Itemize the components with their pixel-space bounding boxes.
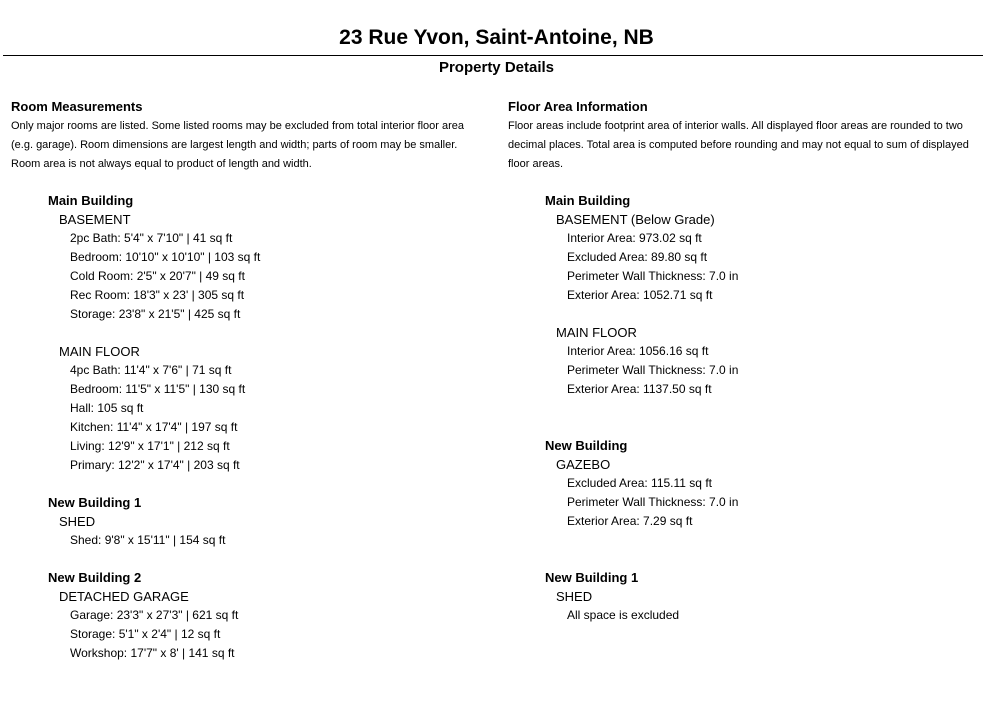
room-item: Bedroom: 10'10" x 10'10" | 103 sq ft	[70, 250, 261, 264]
area-item: Perimeter Wall Thickness: 7.0 in	[567, 269, 739, 283]
building-name: New Building 1	[48, 495, 142, 510]
room-measurements-note: Only major rooms are listed. Some listed rooms may be excluded from total interior floor area (e.g. garage). Room dimensions are largest length and width; parts of room may be smaller. Room area is not always equal to product of length and width.	[11, 120, 465, 170]
room-item: Storage: 23'8" x 21'5" | 425 sq ft	[70, 307, 241, 321]
floor-name: GAZEBO	[556, 457, 611, 472]
floor-name: MAIN FLOOR	[556, 325, 637, 340]
room-item: 2pc Bath: 5'4" x 7'10" | 41 sq ft	[70, 231, 233, 245]
area-list	[567, 606, 986, 625]
rm-new-building-2	[48, 568, 486, 663]
area-list	[567, 342, 986, 399]
room-item: Rec Room: 18'3" x 23' | 305 sq ft	[70, 288, 245, 302]
area-list	[567, 229, 986, 305]
area-item: Interior Area: 1056.16 sq ft	[567, 344, 709, 358]
fa-new-building-1	[545, 568, 986, 625]
room-item: Living: 12'9" x 17'1" | 212 sq ft	[70, 439, 230, 453]
building-name: New Building	[545, 438, 628, 453]
floor-name: SHED	[556, 589, 593, 604]
building-name: Main Building	[545, 193, 631, 208]
area-item: Exterior Area: 1052.71 sq ft	[567, 288, 713, 302]
floor-name: MAIN FLOOR	[59, 344, 140, 359]
building-name: New Building 2	[48, 570, 142, 585]
room-measurements-heading: Room Measurements	[11, 99, 143, 114]
room-item: Workshop: 17'7" x 8' | 141 sq ft	[70, 646, 235, 660]
fa-new-building	[545, 436, 986, 531]
area-item: Interior Area: 973.02 sq ft	[567, 231, 702, 245]
rm-main-building	[48, 191, 486, 475]
floor-name: BASEMENT	[59, 212, 131, 227]
room-item: 4pc Bath: 11'4" x 7'6" | 71 sq ft	[70, 363, 232, 377]
building-name: Main Building	[48, 193, 134, 208]
rm-new-building-1	[48, 493, 486, 550]
room-item: Hall: 105 sq ft	[70, 401, 144, 415]
title-divider	[3, 55, 983, 56]
area-item: Excluded Area: 89.80 sq ft	[567, 250, 708, 264]
area-item: Excluded Area: 115.11 sq ft	[567, 476, 712, 490]
floor-name: BASEMENT (Below Grade)	[556, 212, 715, 227]
room-measurements-section	[11, 96, 486, 663]
room-item: Primary: 12'2" x 17'4" | 203 sq ft	[70, 458, 240, 472]
building-name: New Building 1	[545, 570, 639, 585]
room-list	[70, 229, 486, 324]
room-item: Shed: 9'8" x 15'11" | 154 sq ft	[70, 533, 226, 547]
area-item: Perimeter Wall Thickness: 7.0 in	[567, 495, 739, 509]
room-item: Cold Room: 2'5" x 20'7" | 49 sq ft	[70, 269, 245, 283]
area-item: All space is excluded	[567, 608, 680, 622]
room-item: Garage: 23'3" x 27'3" | 621 sq ft	[70, 608, 239, 622]
area-list	[567, 474, 986, 531]
area-item: Exterior Area: 1137.50 sq ft	[567, 382, 712, 396]
room-item: Storage: 5'1" x 2'4" | 12 sq ft	[70, 627, 221, 641]
room-list	[70, 361, 486, 475]
floor-name: SHED	[59, 514, 96, 529]
area-item: Exterior Area: 7.29 sq ft	[567, 514, 693, 528]
fa-main-building	[545, 191, 986, 399]
floor-area-section	[508, 96, 986, 625]
floor-area-heading: Floor Area Information	[508, 99, 648, 114]
page-subtitle: Property Details	[438, 59, 555, 76]
floor-area-note: Floor areas include footprint area of interior walls. All displayed floor areas are rounded to two decimal places. Total area is computed before rounding and may not equal to sum of displayed floor areas.	[508, 120, 969, 170]
room-item: Kitchen: 11'4" x 17'4" | 197 sq ft	[70, 420, 238, 434]
room-list	[70, 531, 486, 550]
room-list	[70, 606, 486, 663]
floor-name: DETACHED GARAGE	[59, 589, 189, 604]
room-item: Bedroom: 11'5" x 11'5" | 130 sq ft	[70, 382, 246, 396]
area-item: Perimeter Wall Thickness: 7.0 in	[567, 363, 739, 377]
page-title: 23 Rue Yvon, Saint-Antoine, NB	[339, 26, 654, 49]
